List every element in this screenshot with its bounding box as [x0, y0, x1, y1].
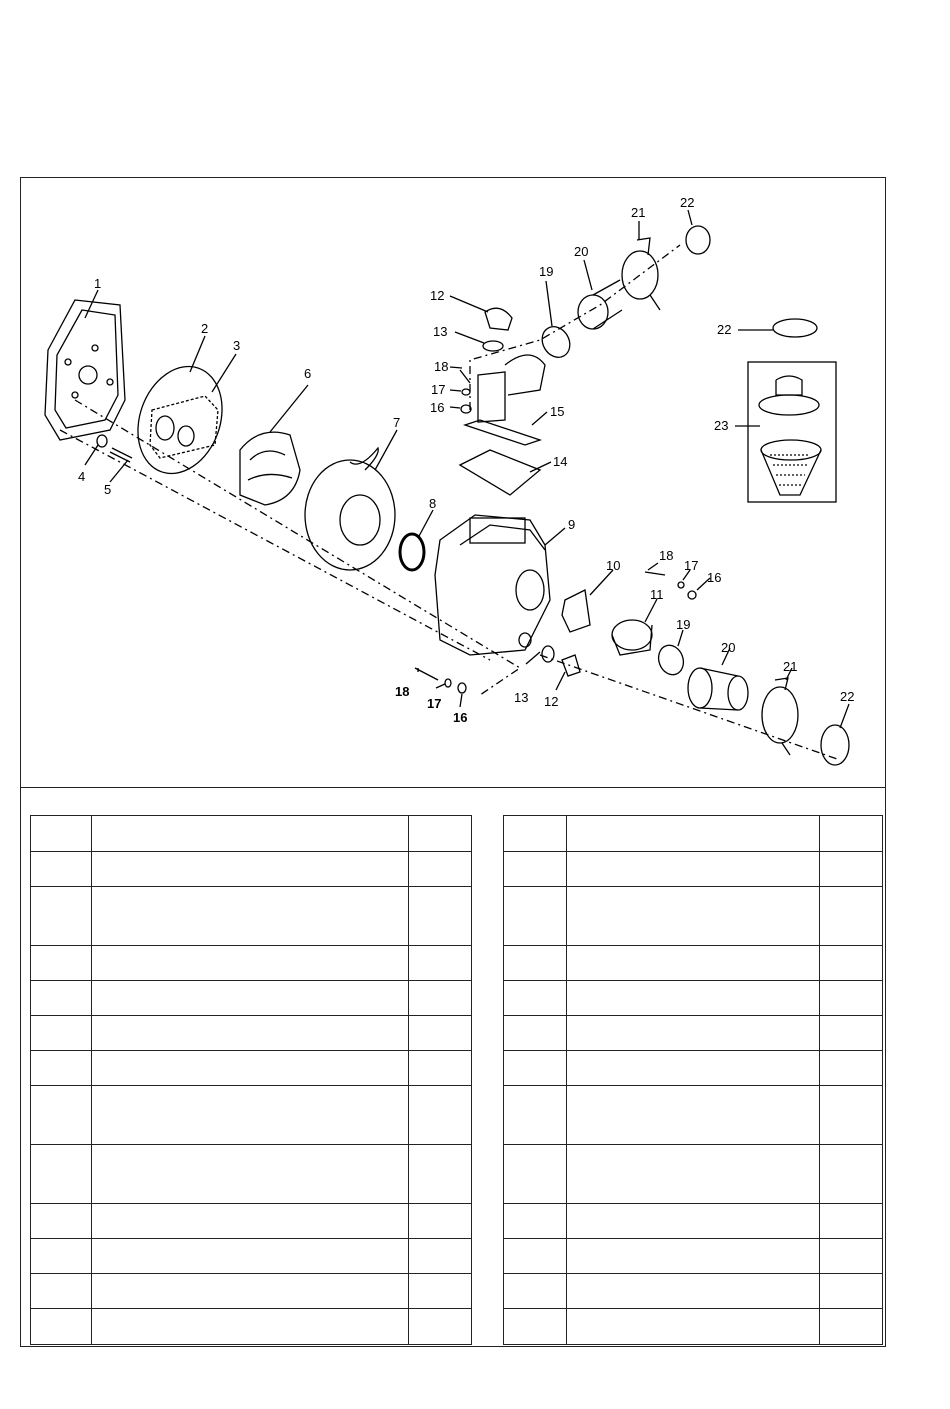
qty-cell: [409, 1274, 472, 1309]
table-row: [504, 1309, 883, 1345]
ref-no-cell: [504, 946, 567, 981]
part-7-volute: [305, 448, 395, 570]
callout-16-right: 16: [707, 570, 722, 585]
ref-no-cell: [504, 1016, 567, 1051]
callout-1: 1: [94, 276, 102, 291]
table-row: [31, 887, 472, 946]
qty-cell: [409, 1086, 472, 1145]
qty-cell: [820, 981, 883, 1016]
description-cell: [92, 887, 409, 946]
part-18-bolt-right: [645, 572, 665, 575]
description-cell: [92, 1309, 409, 1345]
qty-cell: [820, 1204, 883, 1239]
part-16-washer-bottom: [458, 683, 466, 693]
callout-19-top: 19: [539, 264, 554, 279]
ref-no-cell: [504, 852, 567, 887]
part-11-outlet: [612, 620, 652, 655]
ref-no-cell: [31, 1274, 92, 1309]
table-row: [504, 981, 883, 1016]
description-cell: [567, 1204, 820, 1239]
description-cell: [567, 1145, 820, 1204]
table-row: [31, 1016, 472, 1051]
callout-6: 6: [304, 366, 312, 381]
ref-no-cell: [31, 1145, 92, 1204]
part-5-bolt: [110, 448, 132, 462]
qty-cell: [820, 816, 883, 852]
description-cell: [567, 981, 820, 1016]
parts-table-left: [30, 815, 472, 1345]
table-row: [504, 1086, 883, 1145]
callout-13-bottom: 13: [514, 690, 529, 705]
description-cell: [92, 1051, 409, 1086]
ref-no-cell: [504, 1145, 567, 1204]
callout-20-right: 20: [721, 640, 736, 655]
qty-cell: [820, 1309, 883, 1345]
table-row: [504, 946, 883, 981]
ref-no-cell: [504, 1274, 567, 1309]
part-4-washer: [97, 435, 107, 447]
part-23-strainer-box: [748, 362, 836, 502]
assembly-axis-main: [75, 400, 520, 695]
ref-no-cell: [31, 1051, 92, 1086]
description-cell: [92, 1145, 409, 1204]
table-row: [504, 852, 883, 887]
ref-no-cell: [31, 1239, 92, 1274]
table-row: [31, 1204, 472, 1239]
qty-cell: [820, 1086, 883, 1145]
callout-9: 9: [568, 517, 576, 532]
callout-16-top: 16: [430, 400, 445, 415]
qty-cell: [409, 1309, 472, 1345]
callout-12-top: 12: [430, 288, 445, 303]
table-row: [31, 981, 472, 1016]
qty-cell: [409, 1239, 472, 1274]
callout-22-right: 22: [840, 689, 855, 704]
description-cell: [567, 816, 820, 852]
qty-cell: [820, 1145, 883, 1204]
ref-no-cell: [504, 1051, 567, 1086]
callout-13-top: 13: [433, 324, 448, 339]
qty-cell: [820, 887, 883, 946]
table-row: [31, 852, 472, 887]
part-19-gasket-top: [537, 322, 576, 363]
part-17-washer-top: [462, 389, 470, 395]
parts-table-right: [503, 815, 883, 1345]
part-12-plug-top: [485, 308, 512, 330]
table-row: [31, 1145, 472, 1204]
description-cell: [567, 1239, 820, 1274]
callout-22-side: 22: [717, 322, 732, 337]
part-14-gasket: [460, 450, 540, 495]
table-row: [504, 1239, 883, 1274]
table-row: [31, 1239, 472, 1274]
callout-12-bottom: 12: [544, 694, 559, 709]
table-row: [504, 1274, 883, 1309]
part-18-bolt-top: [460, 370, 470, 383]
description-cell: [92, 816, 409, 852]
qty-cell: [409, 852, 472, 887]
part-8-oring: [400, 534, 424, 570]
table-row: [504, 887, 883, 946]
part-22-clamp-top: [686, 226, 710, 254]
part-22-clamp-right: [821, 725, 849, 765]
callout-21-top: 21: [631, 205, 646, 220]
callout-18-bottom: 18: [395, 684, 410, 699]
callout-7: 7: [393, 415, 401, 430]
ref-no-cell: [504, 1239, 567, 1274]
qty-cell: [409, 1051, 472, 1086]
qty-cell: [409, 981, 472, 1016]
qty-cell: [820, 1016, 883, 1051]
callout-14: 14: [553, 454, 568, 469]
callout-20-top: 20: [574, 244, 589, 259]
ref-no-cell: [31, 1309, 92, 1345]
description-cell: [92, 1239, 409, 1274]
description-cell: [92, 1086, 409, 1145]
assembly-axis-inlet: [470, 245, 680, 410]
table-row: [504, 1016, 883, 1051]
ref-no-cell: [504, 981, 567, 1016]
qty-cell: [409, 1145, 472, 1204]
part-9-pump-housing: [435, 515, 550, 655]
part-1-mount-plate: [45, 300, 125, 440]
ref-no-cell: [31, 1204, 92, 1239]
callout-17-bottom: 17: [427, 696, 442, 711]
table-row: [504, 1204, 883, 1239]
callout-2: 2: [201, 321, 209, 336]
description-cell: [92, 946, 409, 981]
part-22-clamp-side: [773, 319, 817, 337]
qty-cell: [820, 852, 883, 887]
qty-cell: [409, 1016, 472, 1051]
callout-22-top: 22: [680, 195, 695, 210]
table-header-row: [31, 816, 472, 852]
part-17-washer-right: [678, 582, 684, 588]
qty-cell: [820, 1239, 883, 1274]
part-10-flange: [562, 590, 590, 632]
callout-16-bottom: 16: [453, 710, 468, 725]
callout-18-right: 18: [659, 548, 674, 563]
description-cell: [92, 981, 409, 1016]
part-13-oring-bottom: [542, 646, 554, 662]
callout-23: 23: [714, 418, 729, 433]
callout-4: 4: [78, 469, 86, 484]
ref-no-cell: [504, 887, 567, 946]
description-cell: [92, 1016, 409, 1051]
callout-17-right: 17: [684, 558, 699, 573]
ref-no-cell: [504, 1309, 567, 1345]
description-cell: [567, 852, 820, 887]
ref-no-cell: [31, 981, 92, 1016]
callout-21-right: 21: [783, 659, 798, 674]
description-cell: [567, 1086, 820, 1145]
table-header-row: [504, 816, 883, 852]
callout-3: 3: [233, 338, 241, 353]
ref-no-cell: [504, 816, 567, 852]
description-cell: [567, 887, 820, 946]
qty-cell: [409, 946, 472, 981]
description-cell: [567, 1274, 820, 1309]
part-13-oring-top: [483, 341, 503, 351]
qty-cell: [820, 1274, 883, 1309]
qty-cell: [820, 946, 883, 981]
callout-10: 10: [606, 558, 621, 573]
ref-no-cell: [31, 1086, 92, 1145]
callout-11: 11: [650, 587, 664, 602]
part-2-back-plate: [124, 355, 237, 486]
part-17-washer-bottom: [445, 679, 451, 687]
part-3-seal: [150, 396, 218, 458]
callout-18-top: 18: [434, 359, 449, 374]
callout-15: 15: [550, 404, 565, 419]
table-row: [31, 1051, 472, 1086]
table-row: [31, 1274, 472, 1309]
part-16-washer-right: [688, 591, 696, 599]
part-19-gasket-right: [655, 642, 688, 678]
table-row: [504, 1051, 883, 1086]
qty-cell: [409, 1204, 472, 1239]
ref-no-cell: [31, 887, 92, 946]
table-row: [31, 946, 472, 981]
description-cell: [92, 852, 409, 887]
callout-5: 5: [104, 482, 112, 497]
ref-no-cell: [504, 1086, 567, 1145]
description-cell: [567, 1051, 820, 1086]
table-row: [504, 1145, 883, 1204]
part-15-inlet-elbow: [465, 355, 545, 445]
description-cell: [567, 946, 820, 981]
qty-cell: [409, 887, 472, 946]
table-row: [31, 1086, 472, 1145]
callout-17-top: 17: [431, 382, 446, 397]
callout-19-right: 19: [676, 617, 691, 632]
part-20-hose-barb-right: [688, 668, 748, 710]
ref-no-cell: [504, 1204, 567, 1239]
description-cell: [567, 1309, 820, 1345]
description-cell: [92, 1204, 409, 1239]
ref-no-cell: [31, 946, 92, 981]
ref-no-cell: [31, 816, 92, 852]
part-21-coupling-right: [762, 678, 798, 755]
ref-no-cell: [31, 1016, 92, 1051]
part-23-strainer: [759, 376, 821, 495]
table-row: [31, 1309, 472, 1345]
part-6-impeller: [240, 432, 300, 505]
part-21-coupling-top: [622, 238, 660, 310]
ref-no-cell: [31, 852, 92, 887]
callout-8: 8: [429, 496, 437, 511]
qty-cell: [409, 816, 472, 852]
qty-cell: [820, 1051, 883, 1086]
description-cell: [92, 1274, 409, 1309]
description-cell: [567, 1016, 820, 1051]
